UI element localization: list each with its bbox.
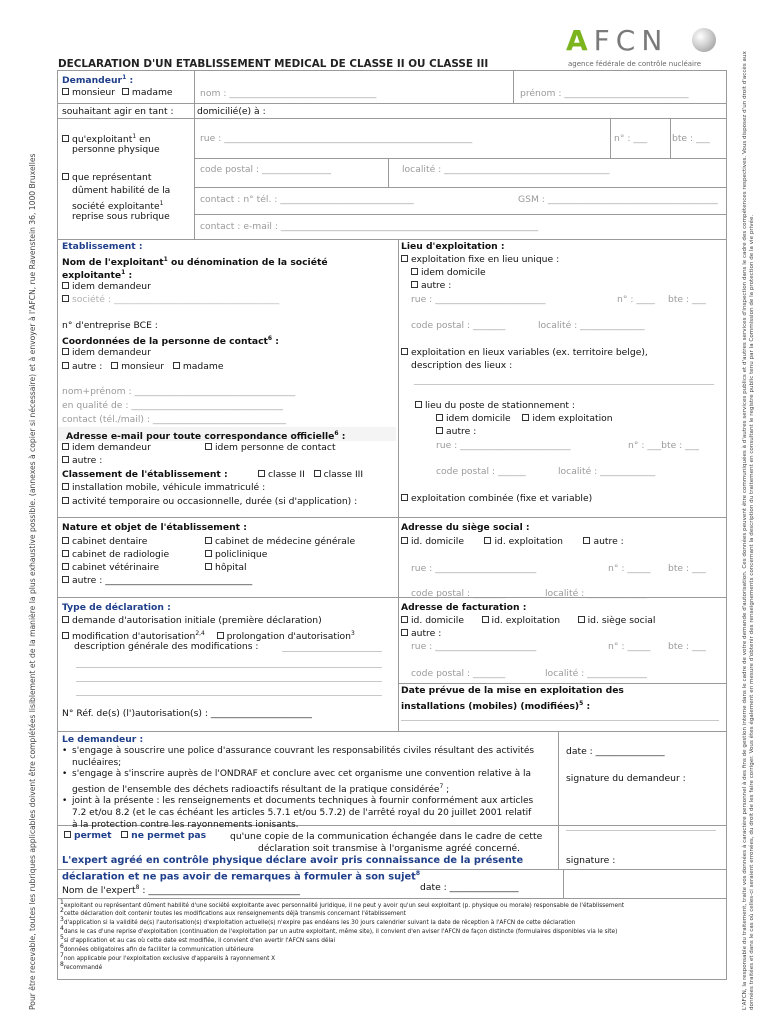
etablissement-heading: Etablissement : (62, 241, 143, 252)
lieu-idem-option: idem domicile (411, 267, 486, 279)
combinee-checkbox[interactable] (401, 494, 408, 501)
siege-heading: Adresse du siège social : (401, 522, 530, 533)
lieu-no-field[interactable]: n° : ____ (617, 294, 655, 305)
siege-options: id. domicile id. exploitation autre : (401, 536, 624, 548)
modification-checkbox[interactable] (62, 632, 69, 639)
initiale-option: demande d'autorisation initiale (première déclaration) (62, 615, 322, 627)
copie-text-2: déclaration soit transmise à l'organisme agréé concerné. (258, 843, 521, 854)
fact-bte-field[interactable]: bte : ___ (668, 641, 706, 652)
fact-localite-field[interactable]: localité : _____________ (545, 668, 647, 679)
adresse-email-heading: Adresse e-mail pour toute correspondance officielle$^6$ : (66, 430, 346, 443)
engagement-signature-label: signature du demandeur : (566, 773, 686, 784)
contact-monsieur-checkbox[interactable] (111, 362, 118, 369)
expert-signature-label: signature : (566, 855, 616, 866)
siege-cp-field[interactable]: code postal : _______ (411, 588, 506, 599)
demandeur-rue-field[interactable]: rue : ______________________________________________________ (200, 133, 473, 144)
coordonnees-heading: Coordonnées de la personne de contact$^6$ : (62, 335, 279, 348)
footnote-4: $^4$dans le cas d'une reprise d'exploitation (continuation de l'exploitation par un autre exploitant, même site), il convient d'en aviser l'AFCN de façon distincte (formulaires disponibles via le site) (60, 925, 618, 935)
nom-prenom-field[interactable]: nom+prénom : ___________________________________ (62, 386, 296, 397)
hopital-checkbox[interactable] (205, 563, 212, 570)
expert-date-field[interactable]: date : _______________ (420, 882, 519, 893)
initiale-checkbox[interactable] (62, 616, 69, 623)
station-no-bte-field[interactable]: n° : ___bte : ___ (628, 440, 699, 451)
fact-domicile-checkbox[interactable] (401, 616, 408, 623)
fact-exploitation-checkbox[interactable] (482, 616, 489, 623)
lieu-cp-field[interactable]: code postal : _______ (411, 320, 506, 331)
footnote-5: $^5$si d'application et au cas où cette date est modifiée, il convient d'en avertir l'AFCN sans délai (60, 934, 336, 944)
contact-autre-checkbox[interactable] (62, 362, 69, 369)
lieu-idem-checkbox[interactable] (411, 268, 418, 275)
station-exploitation-checkbox[interactable] (522, 414, 529, 421)
side-note-left: Pour être recevable, toutes les rubriques applicables doivent être complétées lisiblement et de la manière la plus exhaustive possible. (annexes à copier si nécessaire) et à envoyer à l'AFCN, rue Ravenstein 36, 1000 Bruxelles (28, 153, 37, 1010)
station-rue-field[interactable]: rue : ________________________ (436, 440, 571, 451)
permet-checkbox[interactable] (64, 831, 71, 838)
siege-rue-field[interactable]: rue : ______________________ (411, 563, 537, 574)
gsm-field[interactable]: GSM : _____________________________________ (518, 194, 718, 205)
policlinique-checkbox[interactable] (205, 550, 212, 557)
ref-autorisation-field[interactable]: N° Réf. de(s) (l')autorisation(s) : ______________________ (62, 708, 312, 719)
contact-madame-checkbox[interactable] (173, 362, 180, 369)
nom-field[interactable]: nom : ________________________________ (200, 88, 377, 99)
fact-no-field[interactable]: n° : _____ (608, 641, 651, 652)
siege-domicile-checkbox[interactable] (401, 537, 408, 544)
siege-autre-checkbox[interactable] (583, 537, 590, 544)
station-localite-field[interactable]: localité : ____________ (558, 466, 656, 477)
stationnement-option: lieu du poste de stationnement : (415, 400, 575, 412)
contact-email-field[interactable]: contact : e-mail : ________________________________________________________ (200, 221, 539, 232)
nature-heading: Nature et objet de l'établissement : (62, 522, 247, 533)
policlinique-option: policlinique (205, 549, 267, 561)
email-contact-option: idem personne de contact (205, 442, 336, 454)
etab-idem-option: idem demandeur (62, 281, 151, 293)
veterinaire-option: cabinet vétérinaire (62, 562, 159, 574)
footnote-6: $^6$données obligatoires afin de faciliter la communication ultérieure (60, 943, 254, 953)
modification-option: modification d'autorisation$^{2,4}$ prolongation d'autorisation$^3$ (62, 628, 355, 643)
variables-checkbox[interactable] (401, 348, 408, 355)
contact-autre-option: autre : monsieur madame (62, 361, 224, 373)
footnote-7: $^7$non applicable pour l'exploitation exclusive d'appareils à rayonnement X (60, 952, 276, 962)
side-note-right: L'AFCN, la responsable du traitement, traite vos données à caractère personnel à des fins de gestion interne dans le cadre de votre demande d'autorisation. Ces données peuvent être communiquées à d'autres services publics et d'autres services d'inspection dans le cadre des compétences respectives. Vous disposez d'un droit d'accès aux données traitées et dans le cas où celles-ci seraient erronées, du droit de les faire corriger. Vous êtes également en mesure d'obtenir des renseignements concernant la description du traitement en consultant le registre public tenu par la Commission de la protection de la vie privée. (742, 51, 756, 1010)
nature-autre-option: autre : ________________________________ (62, 575, 252, 587)
email-idem-checkbox[interactable] (62, 443, 69, 450)
classe-3-checkbox[interactable] (314, 470, 321, 477)
footnote-8: $^8$recommandé (60, 961, 103, 971)
stationnement-checkbox[interactable] (415, 401, 422, 408)
logo-sphere-icon (692, 28, 716, 52)
lieu-heading: Lieu d'exploitation : (401, 241, 505, 252)
veterinaire-checkbox[interactable] (62, 563, 69, 570)
exploitant-option: qu'exploitant$^1$ en (62, 131, 151, 146)
expert-nom-field[interactable]: Nom de l'expert$^8$ : _________________________________ (62, 884, 300, 897)
email-autre-option: autre : (62, 455, 102, 467)
fixe-option: exploitation fixe en lieu unique : (401, 254, 559, 266)
monsieur-checkbox[interactable] (62, 88, 69, 95)
station-domicile-checkbox[interactable] (436, 414, 443, 421)
siege-localite-field[interactable]: localité : _____________ (545, 588, 647, 599)
mobile-option: installation mobile, véhicule immatriculé : (62, 482, 265, 494)
date-mise-label: Date prévue de la mise en exploitation des (401, 685, 624, 696)
siege-exploitation-checkbox[interactable] (484, 537, 491, 544)
mobile-checkbox[interactable] (62, 483, 69, 490)
station-autre-option: autre : (436, 426, 476, 438)
ne-permet-checkbox[interactable] (121, 831, 128, 838)
footnote-3: $^3$d'application si la validité de(s) l'autorisation(s) d'exploitation actuelle(s) n'expire pas endéans les 30 jours calendrier suivant la date de réception à l'AFCN de cette déclaration (60, 916, 576, 926)
contact-tel-field[interactable]: contact : n° tél. : _____________________________ (200, 194, 414, 205)
email-autre-checkbox[interactable] (62, 456, 69, 463)
qualite-field[interactable]: en qualité de : _________________________________ (62, 400, 283, 411)
page-title: DECLARATION D'UN ETABLISSEMENT MEDICAL DE CLASSE II OU CLASSE III (58, 58, 489, 70)
lieu-autre-option: autre : (411, 280, 451, 292)
contact-tel-mail-field[interactable]: contact (tél./mail) : _____________________________ (62, 414, 287, 425)
siege-bte-field[interactable]: bte : ___ (668, 563, 706, 574)
demandeur-cp-field[interactable]: code postal : _______________ (200, 164, 331, 175)
facturation-options: id. domicile id. exploitation id. siège social (401, 615, 655, 627)
etab-societe-option (62, 294, 279, 306)
nom-exploitant-label: Nom de l'exploitant$^1$ ou dénomination de la société (62, 256, 328, 269)
civility-choice: monsieur madame (62, 87, 173, 99)
logo-letters: FCN (593, 24, 669, 57)
hopital-option: hôpital (205, 562, 247, 574)
lieu-rue-field[interactable]: rue : ________________________ (411, 294, 546, 305)
fact-rue-field[interactable]: rue : ______________________ (411, 641, 537, 652)
fact-autre-checkbox[interactable] (401, 629, 408, 636)
classe-2-checkbox[interactable] (258, 470, 265, 477)
classement-label: Classement de l'établissement : (62, 469, 228, 480)
copie-text-1: qu'une copie de la communication échangée dans le cadre de cette (230, 831, 543, 842)
station-cp-field[interactable]: code postal : ______ (436, 466, 526, 477)
radiologie-checkbox[interactable] (62, 550, 69, 557)
exploitante-label: exploitante$^1$ : (62, 269, 133, 282)
medecine-checkbox[interactable] (205, 537, 212, 544)
station-idem-options: idem domicile idem exploitation (436, 413, 613, 425)
variables-option: exploitation en lieux variables (ex. territoire belge), (401, 347, 648, 359)
fact-cp-field[interactable]: code postal : _______ (411, 668, 506, 679)
date-mise-label-2: installations (mobiles) (modifiées)$^5$ : (401, 700, 591, 713)
engagement-list (62, 746, 548, 831)
footnote-1: $^1$exploitant ou représentant dûment habilité d'une société exploitante avec personnalité juridique, il ne peut y avoir qu'un seul exploitant (p. physique ou morale) responsable de l'établissement (60, 899, 625, 909)
fixe-checkbox[interactable] (401, 255, 408, 262)
email-idem-option: idem demandeur (62, 442, 151, 454)
declaration-heading: Type de déclaration : (62, 602, 171, 613)
representant-line3: société exploitante$^1$ (72, 200, 164, 213)
temporaire-checkbox[interactable] (62, 497, 69, 504)
domicilie-label: domicilié(e) à : (197, 106, 266, 117)
engagement-heading: Le demandeur : (62, 734, 144, 745)
logo-subtitle: agence fédérale de contrôle nucléaire (568, 60, 702, 68)
etab-societe-checkbox[interactable] (62, 295, 69, 302)
lieu-bte-field[interactable]: bte : ___ (668, 294, 706, 305)
engagement-item-1: • s'engage à souscrire une police d'assurance couvrant les responsabilités civiles résultant des activités nucléaires; (62, 746, 548, 769)
medecine-option: cabinet de médecine générale (205, 536, 355, 548)
contact-idem-option: idem demandeur (62, 347, 151, 359)
contact-idem-checkbox[interactable] (62, 348, 69, 355)
description-label: description générale des modifications : (74, 641, 259, 652)
demandeur-localite-field[interactable]: localité : ____________________________________ (402, 164, 610, 175)
fact-siege-checkbox[interactable] (578, 616, 585, 623)
fact-autre-option: autre : (401, 628, 441, 640)
dentaire-checkbox[interactable] (62, 537, 69, 544)
bce-label: n° d'entreprise BCE : (62, 320, 158, 331)
societe-field[interactable]: société : ____________________________________ (72, 294, 280, 305)
expert-declaration-line1: L'expert agréé en contrôle physique déclare avoir pris connaissance de la présente (62, 855, 524, 866)
afcn-logo (566, 22, 726, 72)
variables-line2: description des lieux : (411, 360, 513, 371)
representant-option: que représentant (62, 172, 151, 184)
prenom-field[interactable]: prénom : ___________________________ (520, 88, 689, 99)
madame-checkbox[interactable] (122, 88, 129, 95)
nature-autre-checkbox[interactable] (62, 576, 69, 583)
permet-option: permet ne permet pas (64, 830, 206, 842)
siege-no-field[interactable]: n° : _____ (608, 563, 651, 574)
lieu-localite-field[interactable]: localité : ______________ (538, 320, 645, 331)
representant-line4: reprise sous rubrique (72, 211, 170, 222)
email-contact-checkbox[interactable] (205, 443, 212, 450)
exploitant-checkbox[interactable] (62, 135, 69, 142)
engagement-date-field[interactable]: date : _______________ (566, 746, 665, 757)
exploitant-option-line2: personne physique (72, 144, 160, 155)
expert-declaration-line2: déclaration et ne pas avoir de remarques à formuler à son sujet$^8$ (62, 870, 420, 883)
engagement-item-3: • joint à la présente : les renseignements et documents techniques à fournir conformément aux articles 7.2 et/ou 8.2 (et le cas échéant les articles 5.7.1 et/ou 5.7.2) de l'arrêté royal du 20 juillet 2001 relatif à la protection contre les rayonnements ionisants. (62, 796, 548, 831)
souhaitant-label: souhaitant agir en tant : (62, 106, 174, 117)
representant-line2: dûment habilité de la (72, 185, 171, 196)
representant-checkbox[interactable] (62, 173, 69, 180)
lieu-autre-checkbox[interactable] (411, 281, 418, 288)
dentaire-option: cabinet dentaire (62, 536, 147, 548)
prolongation-checkbox[interactable] (217, 632, 224, 639)
radiologie-option: cabinet de radiologie (62, 549, 169, 561)
demandeur-no-field[interactable]: n° : ___ (614, 133, 648, 144)
etab-idem-checkbox[interactable] (62, 282, 69, 289)
combinee-option: exploitation combinée (fixe et variable) (401, 493, 592, 505)
demandeur-bte-field[interactable]: bte : ___ (672, 133, 710, 144)
classe-options: classe II classe III (258, 469, 363, 481)
facturation-heading: Adresse de facturation : (401, 602, 527, 613)
station-autre-checkbox[interactable] (436, 427, 443, 434)
engagement-item-2: • s'engage à s'inscrire auprès de l'ONDRAF et conclure avec cet organisme une convention relative à la gestion de l'ensemble des déchets radioactifs résultant de la pratique considérée$^7$ ; (62, 769, 548, 796)
demandeur-heading: Demandeur$^1$ : (62, 74, 134, 87)
logo-letter-a: A (566, 24, 594, 57)
footnote-2: $^2$cette déclaration doit contenir toutes les modifications aux renseignements déjà transmis concernant l'établissement (60, 907, 406, 917)
temporaire-option: activité temporaire ou occasionnelle, durée (si d'application) : (62, 496, 357, 508)
